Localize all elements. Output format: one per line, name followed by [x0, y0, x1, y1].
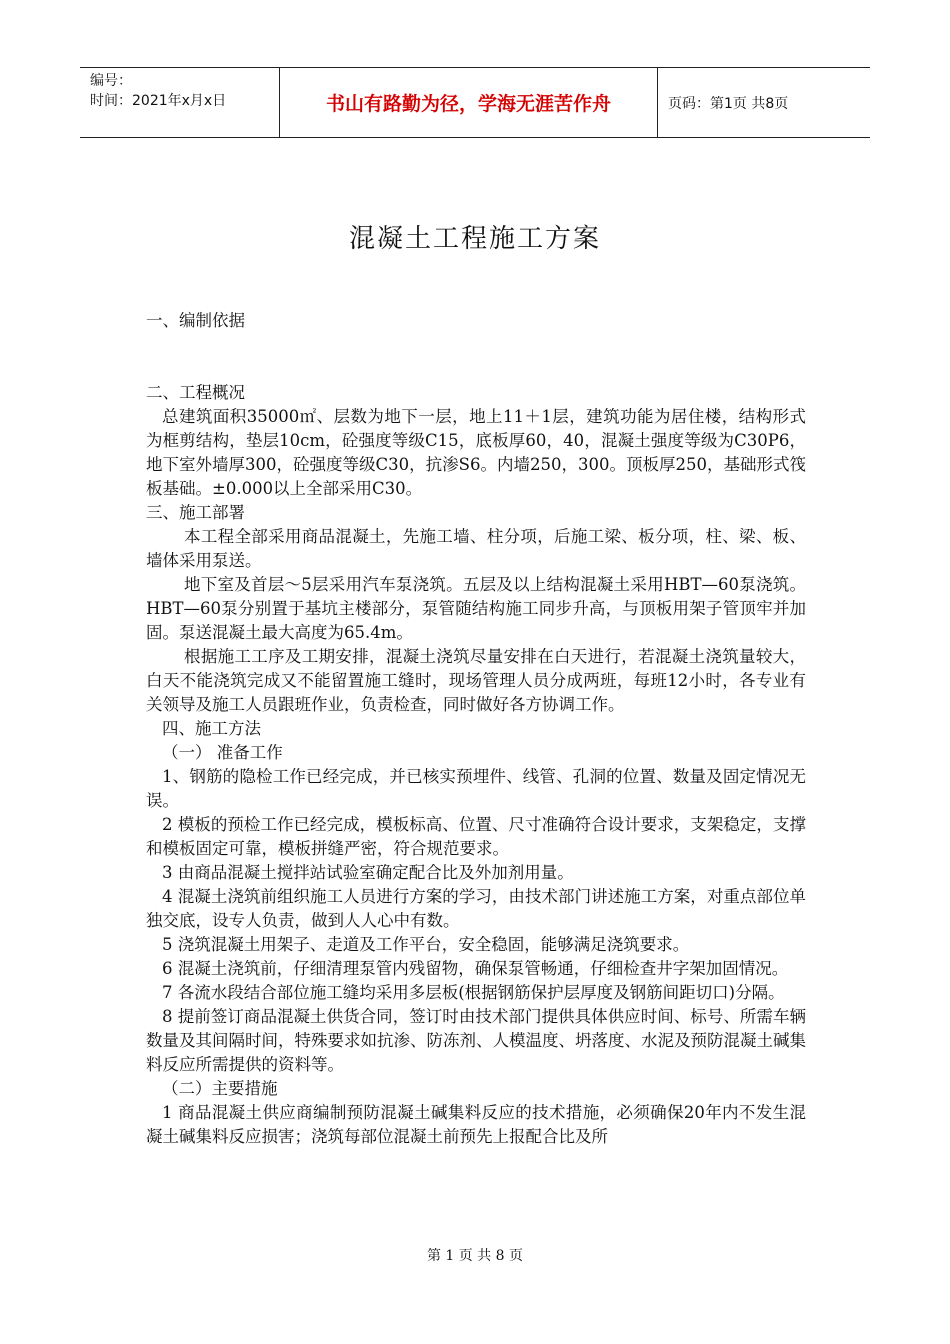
- list-item: 1 商品混凝土供应商编制预防混凝土碱集料反应的技术措施，必须确保20年内不发生混凝土碱集料反应损害；浇筑每部位混凝土前预先上报配合比及所: [146, 1103, 806, 1146]
- document-title: 混凝土工程施工方案: [348, 224, 601, 254]
- list-item: 8 提前签订商品混凝土供货合同，签订时由技术部门提供具体供应时间、标号、所需车辆数量及其间隔时间，特殊要求如抗渗、防冻剂、人模温度、坍落度、水泥及预防混凝土碱集料反应所需提供的资料等。: [146, 1007, 806, 1074]
- date-label: 时间：2021年x月x日: [90, 93, 227, 109]
- number-label: 编号：: [90, 73, 132, 89]
- list-item: 4 混凝土浇筑前组织施工人员进行方案的学习，由技术部门讲述施工方案，对重点部位单独交底，设专人负责，做到人人心中有数。: [146, 887, 806, 930]
- header-motto: 书山有路勤为径，学海无涯苦作舟: [280, 68, 658, 137]
- list-item: 2 模板的预检工作已经完成，模板标高、位置、尺寸准确符合设计要求，支架稳定，支撑和模板固定可靠，模板拼缝严密，符合规范要求。: [146, 815, 806, 858]
- section-heading-basis: 一、编制依据: [146, 311, 245, 330]
- header-page-info: 页码：第1页 共8页: [668, 95, 789, 112]
- list-item: 6 混凝土浇筑前，仔细清理泵管内残留物，确保泵管畅通，仔细检查井字架加固情况。: [162, 959, 789, 978]
- paragraph-deployment-2: 地下室及首层～5层采用汽车泵浇筑。五层及以上结构混凝土采用HBT—60泵浇筑。HBT—60泵分别置于基坑主楼部分，泵管随结构施工同步升高，与顶板用架子管顶牢并加固。泵送混凝土最大高度为65.4m。: [146, 575, 806, 642]
- subsection-heading-prep: （一） 准备工作: [162, 743, 283, 762]
- list-item: 1、钢筋的隐检工作已经完成，并已核实预埋件、线管、孔洞的位置、数量及固定情况无误。: [146, 767, 806, 810]
- paragraph-overview: 总建筑面积35000㎡、层数为地下一层，地上11＋1层，建筑功能为居住楼，结构形式为框剪结构，垫层10cm，砼强度等级C15，底板厚60，40，混凝土强度等级为C30P6，地下室外墙厚300，砼强度等级C30，抗渗S6。内墙250，300。顶板厚250，基础形式筏板基础。±0.000以上全部采用C30。: [146, 407, 806, 498]
- section-heading-deployment: 三、施工部署: [146, 503, 245, 522]
- list-item: 3 由商品混凝土搅拌站试验室确定配合比及外加剂用量。: [162, 863, 574, 882]
- header-table: [80, 67, 870, 138]
- list-item: 7 各流水段结合部位施工缝均采用多层板(根据钢筋保护层厚度及钢筋间距切口)分隔。: [162, 983, 785, 1002]
- paragraph-deployment-1: 本工程全部采用商品混凝土，先施工墙、柱分项，后施工梁、板分项，柱、梁、板、墙体采用泵送。: [146, 527, 806, 570]
- section-heading-method: 四、施工方法: [162, 719, 261, 738]
- list-item: 5 浇筑混凝土用架子、走道及工作平台，安全稳固，能够满足浇筑要求。: [162, 935, 690, 954]
- document-body: [146, 309, 806, 1149]
- subsection-heading-measures: （二）主要措施: [162, 1079, 278, 1098]
- page-footer: 第 1 页 共 8 页: [426, 1248, 524, 1264]
- paragraph-deployment-3: 根据施工工序及工期安排，混凝土浇筑尽量安排在白天进行，若混凝土浇筑量较大，白天不能浇筑完成又不能留置施工缝时，现场管理人员分成两班，每班12小时，各专业有关领导及施工人员跟班作业，负责检查，同时做好各方协调工作。: [146, 647, 806, 714]
- header-meta: [80, 68, 280, 137]
- section-heading-overview: 二、工程概况: [146, 383, 245, 402]
